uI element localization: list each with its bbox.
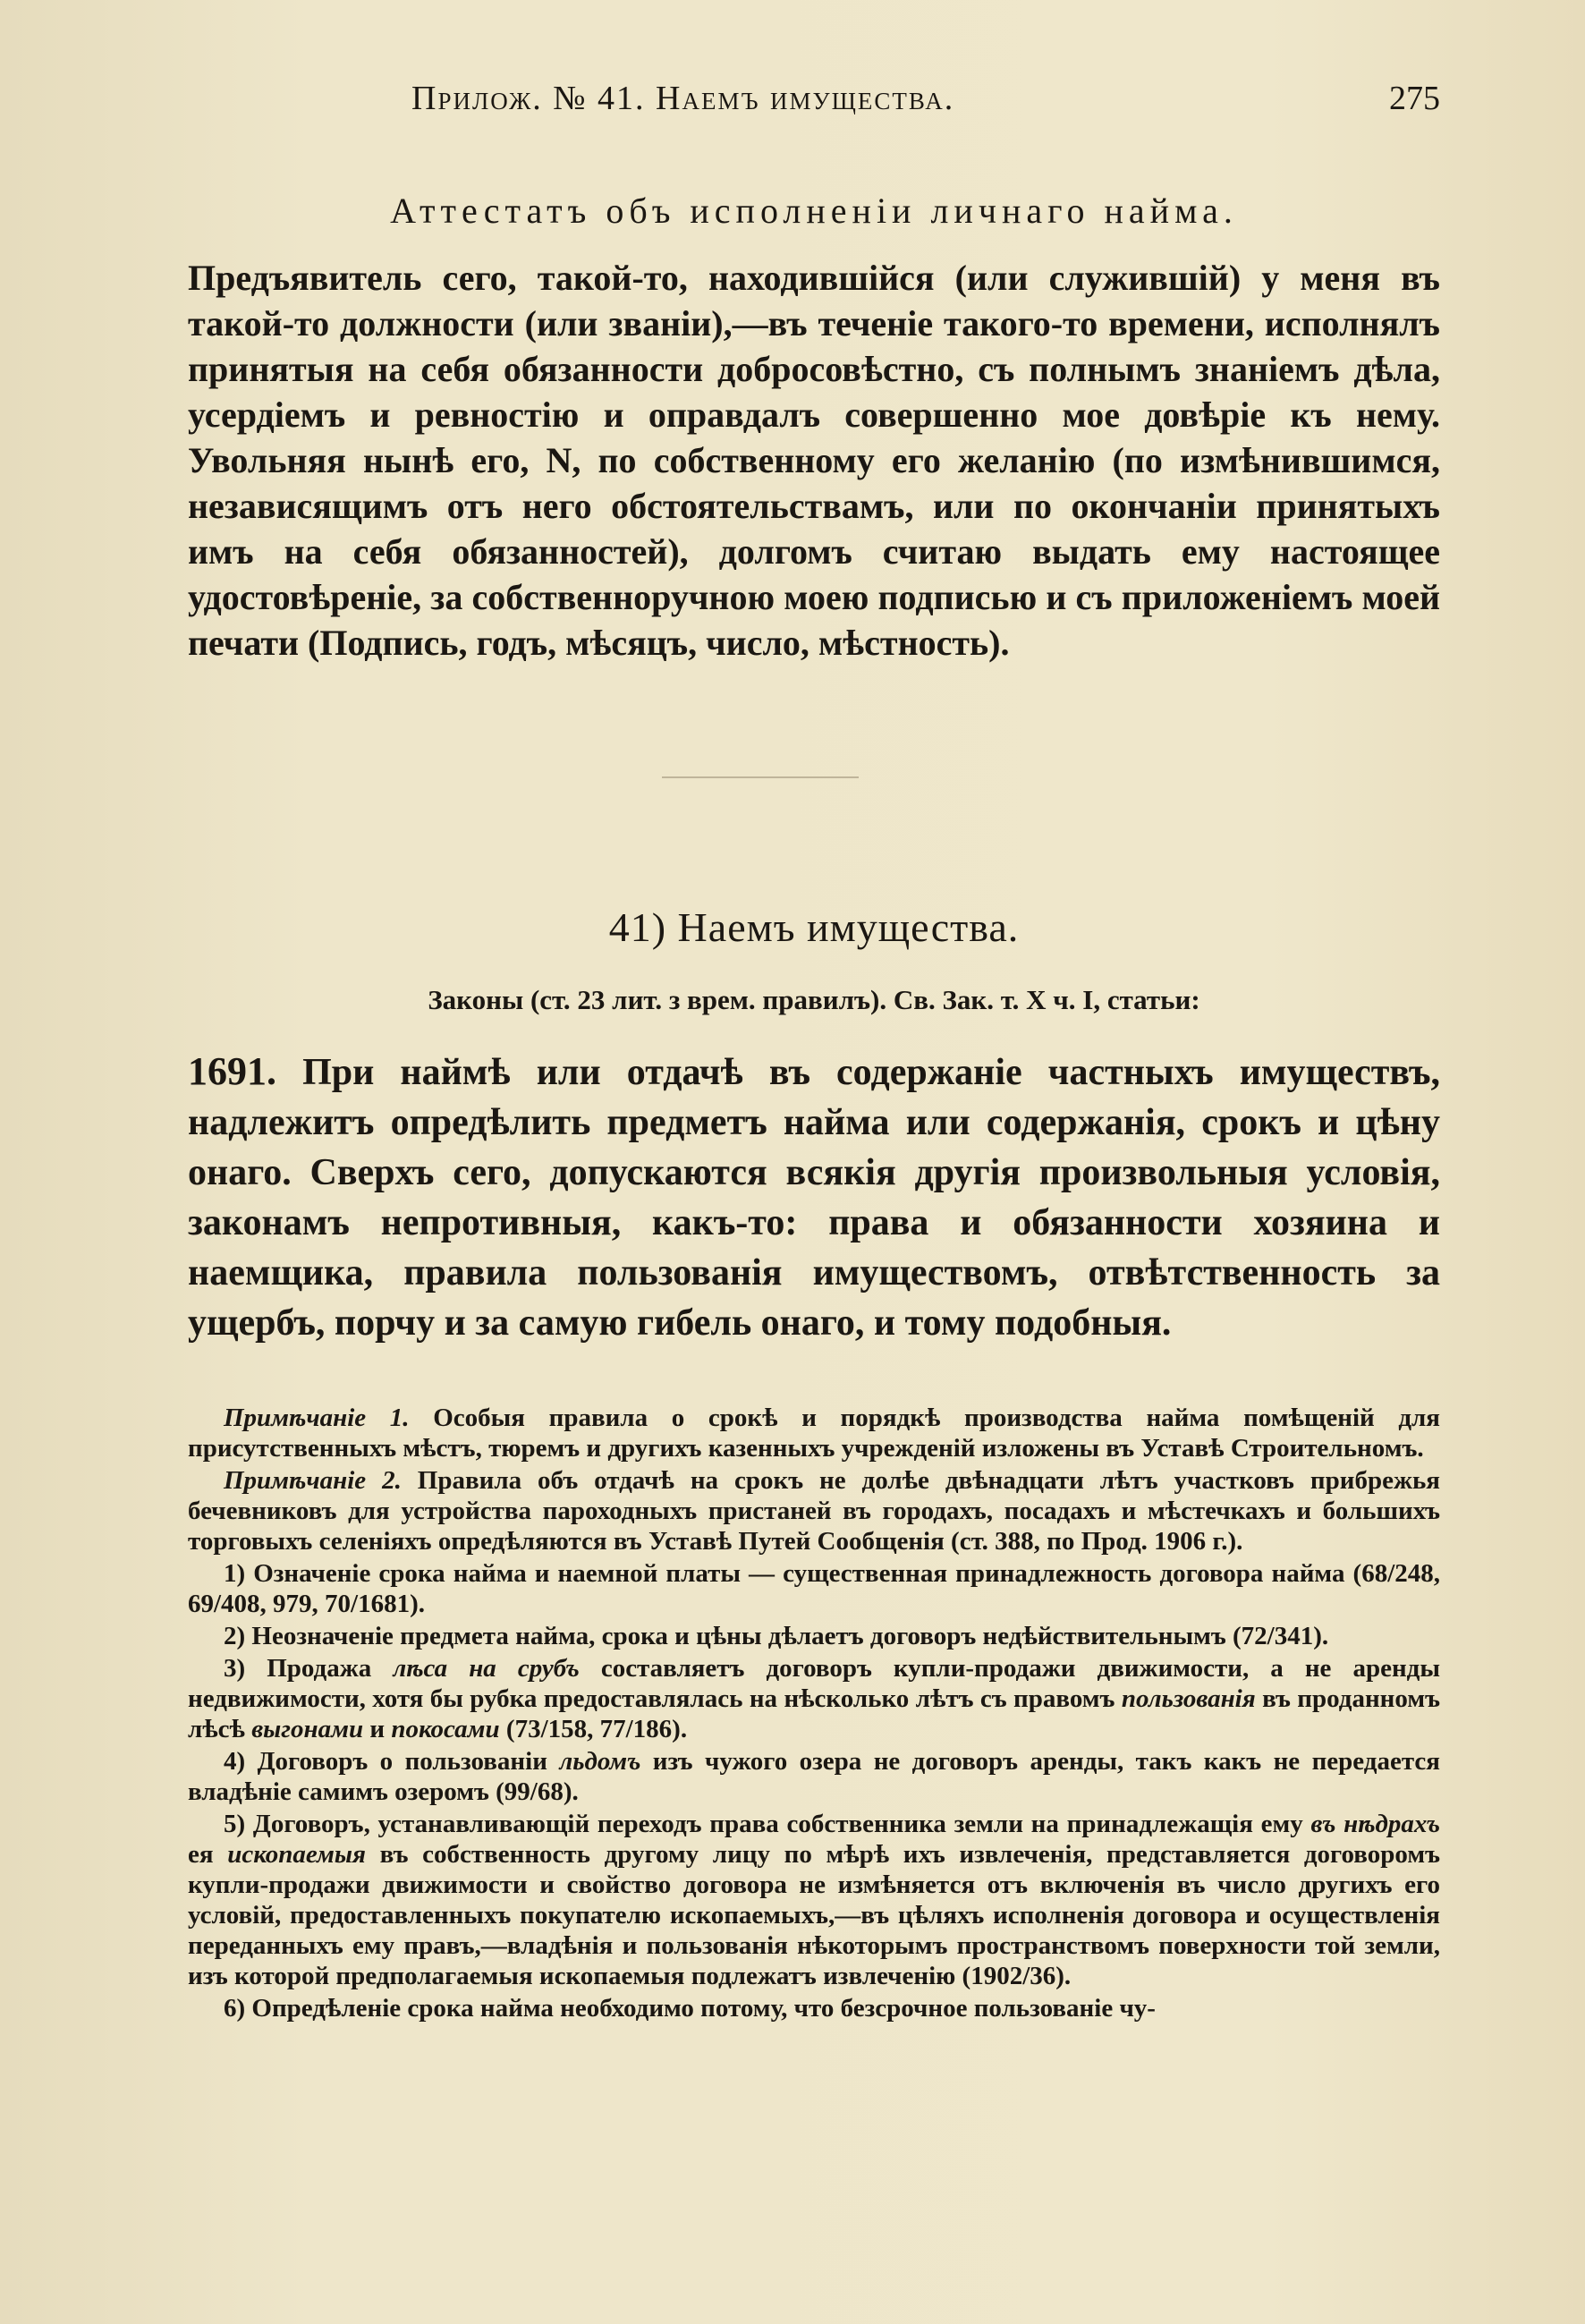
note-2 bbox=[188, 1465, 1440, 1556]
item-5-part: въ собственность другому лицу по мѣрѣ ихъ извлеченія, представляется договоромъ купли-продажи движимости и свойство договора не измѣняется отъ включенія въ число другихъ его условій, предоставленныхъ покупателю ископаемыхъ,—въ цѣляхъ исполненія договора и осуществленія переданныхъ ему правъ,—владѣнія и пользованія нѣкоторымъ пространствомъ поверхности той земли, изъ которой предполагаемыя ископаемыя подлежатъ извлеченію (1902/36). bbox=[188, 1840, 1440, 1990]
item-4-part: 4) Договоръ о пользованіи bbox=[224, 1747, 560, 1776]
note-1 bbox=[188, 1403, 1440, 1463]
page-header bbox=[188, 79, 1440, 132]
item-3-part: и bbox=[363, 1715, 392, 1743]
item-5-italic: ископаемыя bbox=[227, 1840, 366, 1869]
decision-item-2: 2) Неозначеніе предмета найма, срока и цѣны дѣлаетъ договоръ недѣйствительнымъ (72/341). bbox=[224, 1622, 1329, 1650]
decision-item-6: 6) Опредѣленіе срока найма необходимо потому, что безсрочное пользованіе чу- bbox=[224, 1994, 1156, 2023]
decision-item-5 bbox=[188, 1809, 1440, 1991]
attestat-title: Аттестатъ объ исполненіи личнаго найма. bbox=[390, 191, 1238, 231]
item-5-part: 5) Договоръ, устанавливающій переходъ права собственника земли на принадлежащія ему bbox=[224, 1810, 1311, 1838]
article-text: При наймѣ или отдачѣ въ содержаніе частныхъ имуществъ, надлежитъ опредѣлить предметъ найма или содержанія, срокъ и цѣну онаго. Сверхъ сего, допускаются всякія другія произвольныя условія, законамъ непротивныя, какъ-то: права и обязанности хозяина и наемщика, правила пользованія имуществомъ, отвѣтственность за ущербъ, порчу и за самую гибель онаго, и тому подобныя. bbox=[188, 1052, 1441, 1344]
attestat-body: Предъявитель сего, такой-то, находившійся (или служившій) у меня въ такой-то должности (или званіи),—въ теченіе такого-то времени, исполнялъ принятыя на себя обязанности добросовѣстно, съ полнымъ знаніемъ дѣла, усердіемъ и ревностію и оправдалъ совершенно мое довѣріе къ нему. Увольняя нынѣ его, N, по собственному его желанію (по измѣнившимся, независящимъ отъ него обстоятельствамъ, или по окончаніи принятыхъ имъ на себя обязанностей), долгомъ считаю выдать ему настоящее удостовѣреніе, за собственноручною моею подписью и съ приложеніемъ моей печати (Подпись, годъ, мѣсяцъ, число, мѣстность). bbox=[188, 258, 1440, 663]
decision-item-1: 1) Означеніе срока найма и наемной платы — существенная принадлежность договора найма (68/248, 69/408, 979, 70/1681). bbox=[188, 1559, 1440, 1618]
running-title: Прилож. № 41. Наемъ имущества. bbox=[411, 80, 955, 117]
item-3-italic: пользованія bbox=[1121, 1684, 1256, 1713]
section-title: 41) Наемъ имущества. bbox=[608, 904, 1020, 950]
laws-reference: Законы (ст. 23 лит. з врем. правилъ). Св. Зак. т. X ч. I, статьи: bbox=[428, 984, 1200, 1015]
note-2-label: Примѣчаніе 2. bbox=[224, 1466, 402, 1495]
decision-item-4 bbox=[188, 1746, 1440, 1807]
note-2-text: Правила объ отдачѣ на срокъ не долѣе двѣнадцати лѣтъ участковъ прибрежья бечевниковъ для устройства пароходныхъ пристаней въ городахъ, посадахъ и мѣстечкахъ и большихъ торговыхъ селеніяхъ опредѣляются въ Уставѣ Путей Сообщенія (ст. 388, по Прод. 1906 г.). bbox=[188, 1466, 1440, 1556]
item-3-italic: выгонами bbox=[251, 1715, 364, 1743]
item-3-part: составляетъ договоръ купли-продажи движимости, а не аренды недвижимости, хотя бы рубка предоставлялась на нѣсколько лѣтъ съ правомъ bbox=[188, 1654, 1440, 1713]
item-3-part: (73/158, 77/186). bbox=[499, 1715, 688, 1743]
notes-section bbox=[188, 1403, 1440, 2025]
article-number: 1691. bbox=[188, 1049, 276, 1093]
note-1-label: Примѣчаніе 1. bbox=[224, 1404, 410, 1432]
item-3-italic: лѣса на срубъ bbox=[393, 1654, 580, 1683]
item-3-part: въ проданномъ лѣсѣ bbox=[188, 1684, 1440, 1743]
item-4-part: изъ чужого озера не договоръ аренды, такъ какъ не передается владѣніе самимъ озеромъ (99/68). bbox=[188, 1747, 1440, 1806]
article-1691 bbox=[188, 1047, 1440, 1348]
item-5-italic: въ нѣдрахъ bbox=[1310, 1810, 1440, 1838]
item-3-italic: покосами bbox=[391, 1715, 500, 1743]
section-divider bbox=[662, 776, 859, 778]
decision-item-3 bbox=[188, 1653, 1440, 1744]
item-4-italic: льдомъ bbox=[559, 1747, 641, 1776]
page-number: 275 bbox=[1389, 80, 1440, 117]
item-3-part: 3) Продажа bbox=[224, 1654, 394, 1683]
item-5-part: ея bbox=[188, 1840, 228, 1869]
note-1-text: Особыя правила о срокѣ и порядкѣ производства найма помѣщеній для присутственныхъ мѣстъ, тюремъ и другихъ казенныхъ учрежденій изложены въ Уставѣ Строительномъ. bbox=[188, 1404, 1440, 1463]
